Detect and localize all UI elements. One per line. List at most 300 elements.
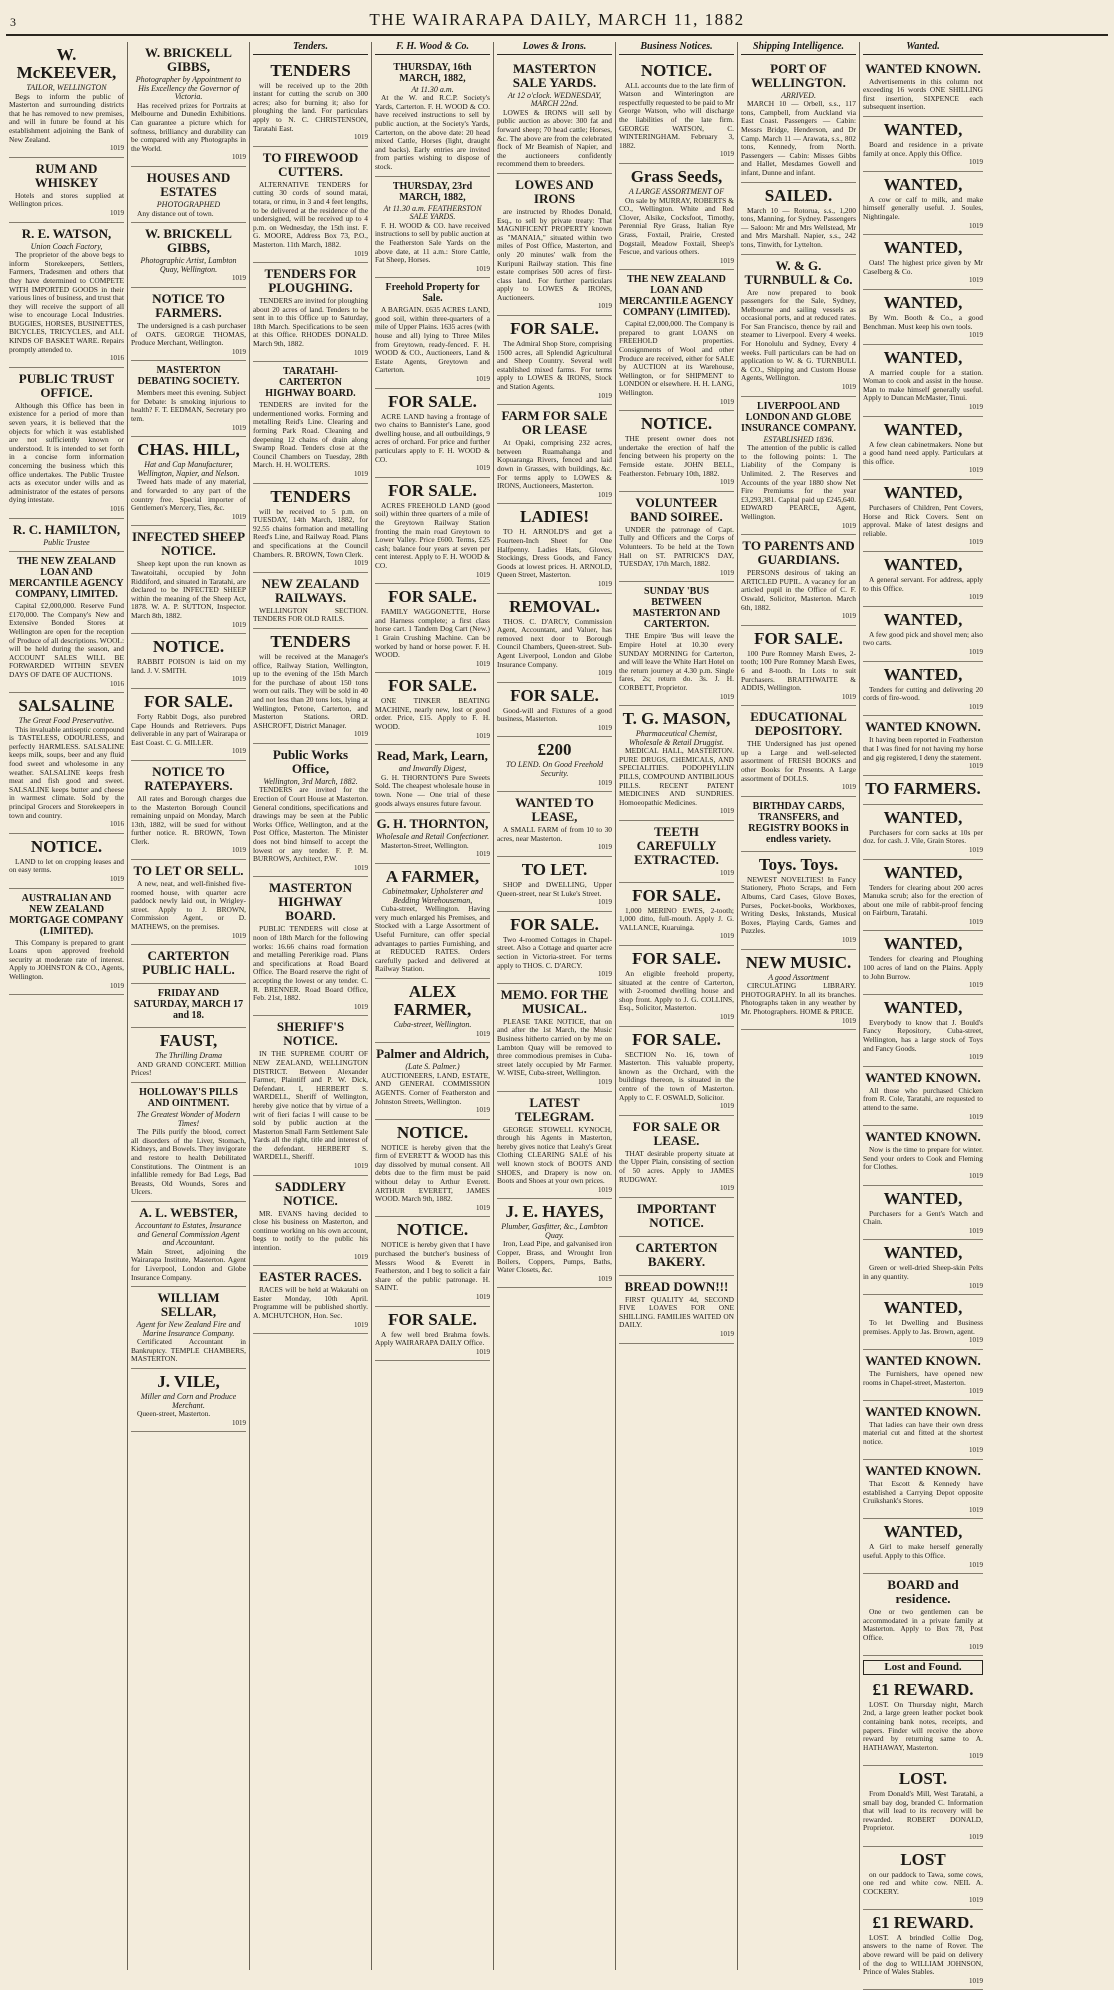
ad-heading: R. E. WATSON, (21, 225, 112, 241)
ad-body: Good-will and Fixtures of a good business, Masterton. (497, 705, 612, 724)
ad-body: ACRES FREEHOLD LAND (good soil) within three quarters of a mile of the Greytown Railway Station fronting the main road Greytown to Lower Valley. Price £600. Terms, £25 cash; balance four years at seven per cent interest. Apply to F. H. WOOD & CO. (375, 500, 490, 570)
advertisement (863, 607, 983, 662)
ad-subheading: Cuba-street, Wellington. (393, 1019, 472, 1029)
ad-number: 1019 (969, 158, 983, 167)
ad-body: Everybody to know that J. Bould's Fancy Repository, Cuba-street, Wellington, has a large stock of Toys and Fancy Goods. (863, 1017, 983, 1053)
ad-heading: WANTED, (883, 997, 963, 1017)
ad-heading: ALEX FARMER, (393, 981, 472, 1019)
ad-body: Tenders for clearing and Ploughing 100 acres of land on the Plains. Apply to John Burrow. (863, 954, 983, 981)
ad-heading: FOR SALE. (510, 914, 599, 934)
advertisement (497, 792, 612, 857)
ad-body: It having been reported in Featherston that I was fined for not having my horse and gig registered, I deny the statement. (863, 735, 983, 762)
ad-heading: Grass Seeds, (630, 166, 723, 186)
ad-body: CIRCULATING LIBRARY. PHOTOGRAPHY. In all its branches. Photographs taken in any weather by Mr. Photographers. HOME & PRICE. (741, 981, 856, 1016)
ad-body: Cuba-street, Wellington. Having very much enlarged his Premises, and Stocked with a Large Assortment of Useful Furniture, can offer special advantages to parties Furnishing, and at REDUCED RATES. Orders carefully packed and delivered at Railway Station. (375, 904, 490, 974)
ad-body: Forty Rabbit Dogs, also purebred Cape Hounds and Retrievers. Pups deliverable in any part of Wairarapa or East Coast. C. G. MILLER. (131, 711, 246, 747)
ad-heading: £200 (537, 740, 572, 760)
ad-subheading: TAILOR, WELLINGTON (26, 83, 107, 92)
advertisement (131, 167, 246, 223)
advertisement (619, 1276, 734, 1344)
ad-heading: FOR SALE. (388, 587, 477, 607)
advertisement (253, 362, 368, 483)
ad-body: will be received to 5 p.m. on TUESDAY, 14th March, 1882, for 92.55 chains formation and metalling Reed's Line, and Railway Road. Plans and specifications at the Council Chambers. R. BROWN, Town Clerk. (253, 506, 368, 559)
ad-number: 1019 (720, 568, 734, 577)
ad-body: 1,000 MERINO EWES, 2-tooth; 1,000 ditto, full-mouth. Apply J. G. VALLANCE, Kuaruinga. (619, 905, 734, 932)
ad-heading: FOR SALE OR LEASE. (632, 1118, 721, 1148)
advertisement (619, 1116, 734, 1198)
advertisement (131, 1369, 246, 1432)
ad-heading: BREAD DOWN!!! (624, 1278, 729, 1294)
ad-heading: HOLLOWAY'S PILLS AND OINTMENT. (139, 1087, 238, 1109)
ad-number: 1019 (476, 1203, 490, 1212)
advertisement (741, 797, 856, 852)
ad-number: 1019 (842, 612, 856, 621)
ad-body: Capital £2,000,000. Reserve Fund £170,000. The Company's New and Extensive Bonded Stores at Wellington are open for the reception of Produce of all descriptions. WOOL: will be held during the season, and ACCOUNT SALES WILL BE FORWARDED WITHIN SEVEN DAYS OF DATE OF AUCTIONS. (9, 601, 124, 679)
ad-heading: CHAS. HILL, (137, 440, 240, 460)
ad-number: 1019 (476, 375, 490, 384)
ad-heading: BOARD and residence. (887, 1577, 959, 1607)
ad-body: The Pills purify the blood, correct all disorders of the Liver, Stomach, Kidneys, and Bowels. They invigorate and restore to health Debilitated Constitutions. The Ointment is an infallible remedy for Bad Legs, Bad Breasts, Old Wounds, Sores and Ulcers. (131, 1127, 246, 1197)
ad-body: on our paddock to Tawa, some cows, one red and white cow. NEIL A. COCKERY. (863, 1869, 983, 1896)
ad-heading: PUBLIC TRUST OFFICE. (18, 370, 115, 400)
ad-body: THE Empire 'Bus will leave the Empire Hotel at 10.30 every SUNDAY MORNING for Carterton, and will leave the White Hart Hotel on the return journey at 4.30 p.m. Single fares, 2s; return do. 3s. J. H. CORBETT, Proprietor. (619, 631, 734, 692)
advertisement (497, 174, 612, 316)
ad-body: A few clean cabinetmakers. None but a good hand need apply. Particulars at this office. (863, 439, 983, 466)
ad-heading: £1 REWARD. (872, 1912, 974, 1932)
ad-number: 1019 (598, 490, 612, 499)
ad-number: 1019 (969, 1505, 983, 1514)
advertisement (863, 1186, 983, 1241)
advertisement (9, 519, 124, 553)
ad-body: LOST. A brindled Collie Dog, answers to the name of Rover. The above reward will be paid on delivery of the dog to WILLIAM JOHNSON, Prince of Wales Stables. (863, 1932, 983, 1977)
ad-number: 1019 (969, 1336, 983, 1345)
ad-heading: Palmer and Aldrich, (376, 1046, 489, 1062)
ad-heading: WANTED KNOWN. (865, 1463, 981, 1479)
ad-body: will be received up to the 20th instant for cutting the scrub on 300 acres; also for burning it; also for ploughing the land. For particulars apply to N. C. CHRISTENSON, Taratahi East. (253, 80, 368, 133)
advertisement (497, 1199, 612, 1288)
ad-number: 1019 (842, 1016, 856, 1025)
ad-body: THE Undersigned has just opened up a Large and well-selected assortment of FRESH BOOKS and other Books for Presents. A Large assortment of DOLLS. (741, 739, 856, 783)
ad-body: will be received at the Manager's office, Railway Station, Wellington, up to the evening of the 15th March for the purchase of about 150 tons worn out rails. They will be sold in 40 and not less than 20 tons lots, lying at Wellington, Petone, Carterton, and Masterton Stations. ORD. ASHCROFT, District Manager. (253, 651, 368, 730)
ad-heading: PORT OF WELLINGTON. (751, 60, 846, 90)
ad-body: TO H. ARNOLD'S and get a Fourteen-Inch Sheet for One Halfpenny. Ladies Hats, Gloves, Stockings, Dress Goods, and Fancy Goods at lowest prices. H. ARNOLD, Queen Street, Masterton. (497, 527, 612, 580)
advertisement (863, 1847, 983, 1910)
advertisement (741, 255, 856, 397)
ad-number: 1019 (969, 1752, 983, 1761)
advertisement (131, 945, 246, 984)
ad-body: ALTERNATIVE TENDERS for cutting 30 cords of sound matai, totara, or rimu, in 3 and 4 feet lengths, to be delivered at the residence of the undersigned, will be received up to 4 p.m. on Wednesday, the 15th inst. F. G. MOORE, Address Box 73, P.O., Masterton. 11th March, 1882. (253, 179, 368, 249)
advertisement (375, 584, 490, 673)
ad-body: NEWEST NOVELTIES! In Fancy Stationery, Photo Scraps, and Fern Albums, Card Cases, Glove Boxes, Purses, Pocket-books, Workboxes, Writing Desks, Inkstands, Musical Boxes, Playing Cards, Games and Puzzles. (741, 874, 856, 936)
advertisement (497, 737, 612, 792)
advertisement (497, 912, 612, 984)
ad-number: 1019 (842, 936, 856, 944)
ad-heading: LADIES! (520, 507, 589, 527)
ad-body: Now is the time to prepare for winter. Send your orders to Cook and Fleming for Clothes. (863, 1145, 983, 1172)
ad-body: are instructed by Rhodes Donald, Esq., to sell by private treaty: That MAGNIFICENT PROPERTY known as "MANAIA," situated within two miles of Post Office, Masterton, and only 20 minutes' walk from the Kuripuni Railway station. This fine estate comprises 500 acres of first-class land. For further particulars apply to LOWES & IRONS, Auctioneers. (497, 206, 612, 302)
ad-heading: BIRTHDAY CARDS, TRANSFERS, and REGISTRY BOOKS in endless variety. (748, 800, 849, 845)
ad-body: A married couple for a station. Woman to cook and assist in the house. Man to make himself generally useful. Apply to Duncan McMaster, Tinui. (863, 367, 983, 403)
ad-heading: WANTED, (883, 119, 963, 139)
ad-heading: INFECTED SHEEP NOTICE. (131, 529, 246, 559)
ad-number: 1019 (969, 593, 983, 602)
ad-heading: WANTED, (883, 555, 963, 574)
ad-number: 1019 (720, 692, 734, 701)
ad-body: Green or well-dried Sheep-skin Pelts in any quantity. (863, 1263, 983, 1281)
ad-number: 1019 (354, 730, 368, 739)
ad-number: 1019 (969, 221, 983, 230)
ad-number: 1019 (720, 256, 734, 265)
ad-heading: R. C. HAMILTON, (12, 521, 121, 537)
ad-subheading: (Late S. Palmer.) (405, 1062, 460, 1072)
ad-body: Tweed hats made of any material, and forwarded to any part of the country free. Special importer of Gentlemen's Mercery, Ties, &c. (131, 477, 246, 513)
ad-heading: RUM AND WHISKEY (34, 160, 99, 190)
ad-heading: MASTERTON SALE YARDS. (512, 60, 597, 90)
ad-heading: SALSALINE (18, 696, 115, 716)
ad-heading: FOR SALE. (388, 676, 477, 696)
ad-heading: FOR SALE. (632, 1029, 721, 1049)
ad-body: Begs to inform the public of Masterton and surrounding districts that he has removed to new premises, and will in future be found at his establishment adjoining the Bank of New Zealand. (9, 91, 124, 144)
ad-subheading: The Thrilling Drama (154, 1051, 223, 1061)
advertisement (497, 984, 612, 1092)
ad-number: 1019 (110, 875, 124, 883)
newspaper-title: THE WAIRARAPA DAILY, MARCH 11, 1882 (369, 10, 745, 29)
ad-number: 1019 (232, 675, 246, 684)
advertisement (375, 478, 490, 584)
ad-heading: FOR SALE. (510, 319, 599, 339)
ad-heading: TO LET OR SELL. (133, 863, 244, 879)
ad-number: 1019 (969, 1642, 983, 1651)
ad-body: Members meet this evening. Subject for Debate: Is smoking injurious to health? F. T. EEDMAN, Secretary pro tem. (131, 388, 246, 424)
ad-number: 1019 (720, 807, 734, 816)
advertisement (9, 368, 124, 519)
ad-number: 1019 (354, 1002, 368, 1011)
advertisement (9, 158, 124, 223)
ad-heading: Public Works Office, (272, 746, 349, 776)
ad-body: Iron, Lead Pipe, and galvanised iron Copper, Brass, and Wrought Iron Boilers, Coppers, Pumps, Baths, Water Closets, &c. (497, 1239, 612, 1275)
ad-heading: LATEST TELEGRAM. (514, 1094, 595, 1124)
advertisement (863, 417, 983, 480)
ad-number: 1019 (969, 1976, 983, 1985)
ad-body: Queen-street, Masterton. (137, 1409, 211, 1419)
ad-heading: NOTICE. (640, 60, 713, 80)
ad-number: 1019 (354, 559, 368, 568)
advertisement (741, 950, 856, 1031)
ad-heading: TARATAHI-CARTERTON HIGHWAY BOARD. (265, 366, 356, 400)
ad-number: 1019 (232, 931, 246, 940)
advertisement (497, 504, 612, 593)
ad-heading: TENDERS FOR PLOUGHING. (264, 266, 357, 296)
ad-number: 1019 (232, 274, 246, 283)
ad-heading: FOR SALE. (632, 885, 721, 905)
advertisement (9, 42, 124, 158)
ad-body: Oats! The highest price given by Mr Caselberg & Co. (863, 258, 983, 276)
ad-body: THAT desirable property situate at the Upper Plain, consisting of section of 50 acres. Apply to JAMES RUDGWAY. (619, 1148, 734, 1184)
ad-number: 1019 (969, 845, 983, 854)
ad-body: G. H. THORNTON'S Pure Sweets Sold. The cheapest wholesale house in town. None — One trial of these goods always ensures future favour. (375, 772, 490, 808)
advertisement (863, 235, 983, 290)
ad-number: 1019 (969, 538, 983, 547)
ad-body: RACES will be held at Wakatahi on Easter Monday, 10th April. Programme will be published shortly. A. MCHUTCHON, Hon. Sec. (253, 1285, 368, 1320)
advertisement (863, 290, 983, 345)
ad-number: 1019 (969, 762, 983, 771)
ad-number: 1019 (354, 863, 368, 872)
advertisement (619, 411, 734, 492)
ad-number: 1019 (969, 1896, 983, 1905)
ad-heading: FOR SALE. (510, 685, 599, 705)
newspaper-column (6, 42, 128, 1970)
advertisement (9, 223, 124, 368)
advertisement (863, 1460, 983, 1519)
ad-body: Tenders for clearing about 200 acres Manuka scrub; also for the erection of about one mile of rabbit-proof fencing on Fairburn, Taratahi. (863, 882, 983, 918)
ad-body: The Furnishers, have opened new rooms in Chapel-street, Masterton. (863, 1368, 983, 1387)
ad-number: 1019 (969, 1446, 983, 1455)
column-heading: Business Notices. (619, 42, 734, 55)
advertisement (863, 1401, 983, 1460)
advertisement (253, 573, 368, 629)
ad-number: 1019 (354, 133, 368, 142)
ad-heading: WANTED, (883, 483, 963, 503)
ad-number: 1019 (598, 302, 612, 311)
ad-heading: CARTERTON PUBLIC HALL. (142, 948, 235, 978)
ad-heading: MASTERTON HIGHWAY BOARD. (268, 880, 353, 924)
ad-number: 1019 (969, 981, 983, 990)
advertisement (253, 1176, 368, 1267)
advertisement (253, 263, 368, 362)
ad-body: MARCH 10 — Orbell, s.s., 117 tons, Campbell, from Auckland via East Coast. Passengers — Cabin: Messrs Bridge, Henderson, and Dr Camp. March 11 — Arawata, s.s., 802 tons, Kennedy, from North. Passengers — Cabin: Misses Gibbs and Hallet, Mesdames Gowell and infant, Dunne and infant. (741, 99, 856, 177)
advertisement (863, 1350, 983, 1401)
ad-body: A few well bred Brahma fowls. Apply WAIRARAPA DAILY Office. (375, 1329, 490, 1348)
ad-heading: W. BRICKELL GIBBS, (145, 226, 232, 256)
ad-heading: WANTED, (883, 1522, 963, 1542)
ad-body: Purchasers for a Gent's Watch and Chain. (863, 1208, 983, 1227)
advertisement (619, 883, 734, 946)
ad-number: 1019 (842, 383, 856, 392)
advertisement (863, 716, 983, 775)
ad-subheading: Public Trustee (43, 537, 90, 547)
ad-subheading: Agent for New Zealand Fire and Marine Insurance Company. (136, 1320, 241, 1338)
ad-heading: W. & G. TURNBULL & Co. (744, 257, 853, 287)
advertisement (497, 58, 612, 174)
ad-number: 1019 (354, 348, 368, 357)
ad-number: 1019 (232, 347, 246, 356)
advertisement (131, 1202, 246, 1287)
ad-number: 1019 (969, 702, 983, 711)
ad-body: A cow or calf to milk, and make himself generally useful. J. Soules, Nightingale. (863, 194, 983, 221)
ad-heading: IMPORTANT NOTICE. (636, 1200, 717, 1230)
ad-body: FIRST QUALITY 4d, SECOND FIVE LOAVES FOR ONE SHILLING. FAMILIES WAITED ON DAILY. (619, 1294, 734, 1330)
ad-number: 1019 (598, 391, 612, 400)
ad-heading: TENDERS (270, 631, 351, 651)
ad-heading: THE NEW ZEALAND LOAN AND MERCANTILE AGENCY COMPANY (LIMITED). (619, 274, 734, 319)
ad-body: SECTION No. 16, town of Masterton. This valuable property, known as the Orchard, with the buildings thereon, is situated in the centre of the town of Masterton. Apply to C. F. OSWALD, Solicitor. (619, 1049, 734, 1102)
ad-number: 1019 (842, 783, 856, 792)
ad-number: 1019 (969, 403, 983, 412)
ad-heading: NOTICE. (152, 637, 225, 657)
ad-subheading: PHOTOGRAPHED (156, 199, 221, 209)
advertisement (863, 345, 983, 417)
ad-subheading: The Greatest Wonder of Modern Times! (136, 1110, 241, 1128)
ad-body: ONE TINKER BEATING MACHINE, nearly new, lost or good order. Price, £15. Apply to F. H. WOOD. (375, 696, 490, 732)
advertisement (131, 1287, 246, 1369)
ad-heading: W. McKEEVER, (16, 45, 117, 82)
ad-heading: NOTICE. (396, 1220, 469, 1240)
ad-body: TENDERS are invited for the undermentioned works. Forming and metalling Reid's Line. Clearing and forming Park Road. Cleaning and deepening 12 chains of drain along Swamp Road. Tenders close at the Council Chambers on Tuesday, 28th March. H. H. WOLTERS. (253, 400, 368, 470)
ad-body: PUBLIC TENDERS will close at noon of 18th March for the following works: 16.66 chains road formation and metalling Pererikige road. Plans and specifications at Road Board Office. The Board reserve the right of accepting the lowest or any tender. C. R. BRENNER. Road Board Office, Feb. 21st, 1882. (253, 924, 368, 1003)
ad-heading: NEW ZEALAND RAILWAYS. (261, 575, 360, 605)
ad-body: AUCTIONEERS, LAND, ESTATE, AND GENERAL COMMISSION AGENTS. Corner of Featherston and Johnston Streets, Wellington. (375, 1070, 490, 1106)
ad-body: A few good pick and shovel men; also two carts. (863, 629, 983, 648)
masthead (6, 8, 1108, 36)
ad-heading: W. BRICKELL GIBBS, (145, 45, 232, 74)
ad-body: Capital £2,000,000. The Company is prepared to grant LOANS on FREEHOLD properties. Consignments of Wool and other Produce are received, either for SALE by AUCTION at its Warehouse, Wellington, or for SHIPMENT to LONDON or elsewhere. H. H. LANG, Wellington. (619, 319, 734, 398)
ad-body: PERSONS desirous of taking an ARTICLED PUPIL. A vacancy for an articled pupil in the Office of C. F. Oswald, Solicitor, Masterton. March 6th, 1882. (741, 568, 856, 612)
advertisement (253, 58, 368, 147)
ad-heading: FOR SALE. (388, 480, 477, 500)
advertisement (375, 278, 490, 388)
ad-number: 1016 (110, 820, 124, 829)
advertisement (497, 405, 612, 504)
ad-heading: WANTED, (883, 609, 963, 629)
ad-body: That ladies can have their own dress material cut and fitted at the shortest notice. (863, 1419, 983, 1446)
advertisement (741, 626, 856, 707)
ad-number: 1019 (969, 1560, 983, 1569)
column-heading: Wanted. (863, 42, 983, 55)
column-heading: Shipping Intelligence. (741, 42, 856, 55)
ad-body: ACRE LAND having a frontage of two chains to Bannister's Lane, good dwelling house, and all outbuildings, 9 acres of orchard. For price and further particulars apply to F. H. WOOD & CO. (375, 411, 490, 464)
ad-subheading: ARRIVED. (781, 90, 816, 100)
ad-subheading: Hat and Cap Manufacturer, Wellington, Napier, and Nelson. (137, 460, 240, 478)
ad-subheading: At 12 o'clock. WEDNESDAY, MARCH 22nd. (507, 90, 602, 109)
advertisement (863, 117, 983, 172)
advertisement (131, 689, 246, 761)
ad-heading: NOTICE. (396, 1122, 469, 1142)
ad-heading: J. E. HAYES, (505, 1202, 604, 1222)
advertisement (131, 1083, 246, 1202)
ad-subheading: Union Coach Factory, (30, 241, 103, 251)
ad-number: 1019 (476, 1106, 490, 1115)
ad-number: 1019 (720, 478, 734, 487)
ad-body: Tenders for cutting and delivering 20 cords of fire-wood. (863, 684, 983, 703)
ad-number: 1019 (598, 1077, 612, 1086)
ad-number: 1019 (720, 1012, 734, 1021)
ad-number: 1019 (354, 1252, 368, 1261)
ad-number: 1019 (476, 570, 490, 579)
ad-number: 1019 (720, 1102, 734, 1111)
ad-number: 1019 (720, 869, 734, 878)
ad-body: PLEASE TAKE NOTICE, that on and after the 1st March, the Music Business hitherto carried on by me on Lambton Quay will be removed to three commodious premises in Cuba-street lately occupied by Mr Farmer. W. WISE, Cuba-street, Wellington. (497, 1016, 612, 1078)
ad-heading: WANTED, (883, 1188, 963, 1208)
ad-heading: A. L. WEBSTER, (139, 1204, 238, 1220)
ad-number: 1019 (720, 932, 734, 941)
ad-body: Has received prizes for Portraits at Melbourne and Dunedin Exhibitions. Can guarantee a picture which for softness, brilliancy and durability can be compared with any Photographs in the World. (131, 100, 246, 153)
ad-subheading: Accountant to Estates, Insurance and General Commission Agent and Accountant. (135, 1220, 242, 1248)
ad-heading: A FARMER, (385, 867, 480, 886)
advertisement (375, 177, 490, 279)
ad-number: 1019 (476, 850, 490, 859)
ad-body: The Admiral Shop Store, comprising 1500 acres, all Splendid Agricultural and Sheep Country. Several well established mixed farms. For terms apply to LOWES & IRONS, Stock and Station Agents. (497, 339, 613, 392)
ad-number: 1019 (232, 1418, 246, 1427)
newspaper-column (128, 42, 250, 1970)
ad-subheading: Plumber, Gasfitter, &c., Lambton Quay. (501, 1222, 608, 1240)
ad-body: By Wm. Booth & Co., a good Benchman. Must keep his own tools. (863, 312, 983, 331)
ad-subheading: Photographer by Appointment to His Excellency the Governor of Victoria. (135, 75, 242, 102)
ad-body: All rates and Borough charges due to the Masterton Borough Council remaining unpaid on Monday, March 13th, 1882, will be sued for without further notice. R. BROWN, Town Clerk. (131, 793, 246, 846)
advertisement (131, 437, 246, 526)
ad-subheading: The Great Food Preservative. (18, 716, 115, 726)
ad-number: 1019 (476, 264, 490, 273)
advertisement (375, 1217, 490, 1306)
ad-number: 1019 (598, 843, 612, 852)
advertisement (131, 1028, 246, 1083)
ad-heading: AUSTRALIAN AND NEW ZEALAND MORTGAGE COMPANY (LIMITED). (9, 892, 124, 937)
ad-number: 1019 (598, 970, 612, 979)
ad-heading: WANTED, (883, 347, 963, 367)
advertisement (863, 480, 983, 552)
ad-heading: WANTED, (883, 862, 963, 882)
ad-number: 1019 (969, 1832, 983, 1841)
ad-body: Board and residence in a private family at once. Apply this Office. (863, 139, 983, 158)
ad-heading: EASTER RACES. (259, 1269, 362, 1285)
ad-heading: WANTED, (883, 807, 963, 827)
columns-container (6, 41, 1108, 1985)
lost-and-found-heading: Lost and Found. (863, 1660, 983, 1675)
ad-number: 1019 (232, 423, 246, 432)
advertisement (131, 526, 246, 634)
ad-number: 1019 (969, 1112, 983, 1121)
ad-heading: WANTED KNOWN. (865, 1069, 981, 1085)
advertisement (619, 164, 734, 270)
advertisement (863, 931, 983, 994)
newspaper-column (494, 42, 616, 1970)
advertisement (9, 834, 124, 889)
ad-body: THOS. C. D'ARCY, Commission Agent, Accountant, and Valuer, has removed next door to Borough Council Chambers, Queen-street. Sub-Agent Liverpool, London and Globe Insurance Company. (497, 616, 612, 669)
ad-heading: TO LET. (521, 860, 588, 880)
ad-heading: EDUCATIONAL DEPOSITORY. (750, 709, 847, 739)
ad-heading: NOTICE TO RATEPAYERS. (144, 763, 233, 793)
ad-body: MR. EVANS having decided to close his business on Masterton, and continue working on his own account, begs to notify to the public his intention. (253, 1208, 368, 1253)
ad-body: All those who purchased Chicken from R. Cole, Taratahi, are requested to attend to the same. (863, 1085, 983, 1112)
ad-number: 1019 (598, 1185, 612, 1194)
ad-body: 100 Pure Romney Marsh Ewes, 2-tooth; 100 Pure Romney Marsh Ewes, 6 and 8-tooth. In Lots to suit Purchasers. BRAITHWAITE & ADDIS, Wellington. (741, 648, 856, 693)
ad-heading: WANTED, (883, 419, 963, 439)
newspaper-column (372, 42, 494, 1970)
ad-heading: NEW MUSIC. (745, 952, 852, 972)
advertisement (863, 860, 983, 932)
advertisement (253, 744, 368, 878)
ad-body: Any distance out of town. (137, 208, 214, 218)
ad-number: 1019 (476, 464, 490, 473)
advertisement (375, 1120, 490, 1218)
ad-number: 1019 (110, 981, 124, 990)
ad-body: NOTICE is hereby given that I have purchased the butcher's business of Messrs Wood & Everett in Featherston, and I beg to solicit a fair share of the public patronage. H. SAINT. (375, 1240, 490, 1293)
advertisement (253, 877, 368, 1016)
advertisement (741, 183, 856, 255)
ad-heading: FARM FOR SALE OR LEASE (501, 408, 608, 438)
advertisement (375, 813, 490, 864)
ad-heading: CARTERTON BAKERY. (635, 1239, 718, 1269)
advertisement (375, 745, 490, 813)
ad-number: 1019 (969, 1226, 983, 1235)
ad-body: NOTICE is hereby given that the firm of EVERETT & WOOD has this day dissolved by mutual consent. All debts due to the firm must be paid without delay to Arthur Everett. ARTHUR EVERETT, JAMES WOOD. March 9th, 1882. (375, 1142, 490, 1204)
ad-body: This Company is prepared to grant Loans upon approved freehold security at moderate rate of interest. Apply to JOHNSTON & CO., Agents, Wellington. (9, 937, 124, 981)
advertisement (131, 634, 246, 689)
column-heading: Tenders. (253, 42, 368, 55)
ad-heading: FOR SALE. (632, 949, 721, 968)
advertisement (131, 42, 246, 167)
ad-heading: MEMO. FOR THE MUSICAL. (500, 986, 609, 1016)
ad-body: Hotels and stores supplied at Wellington prices. (9, 190, 124, 209)
